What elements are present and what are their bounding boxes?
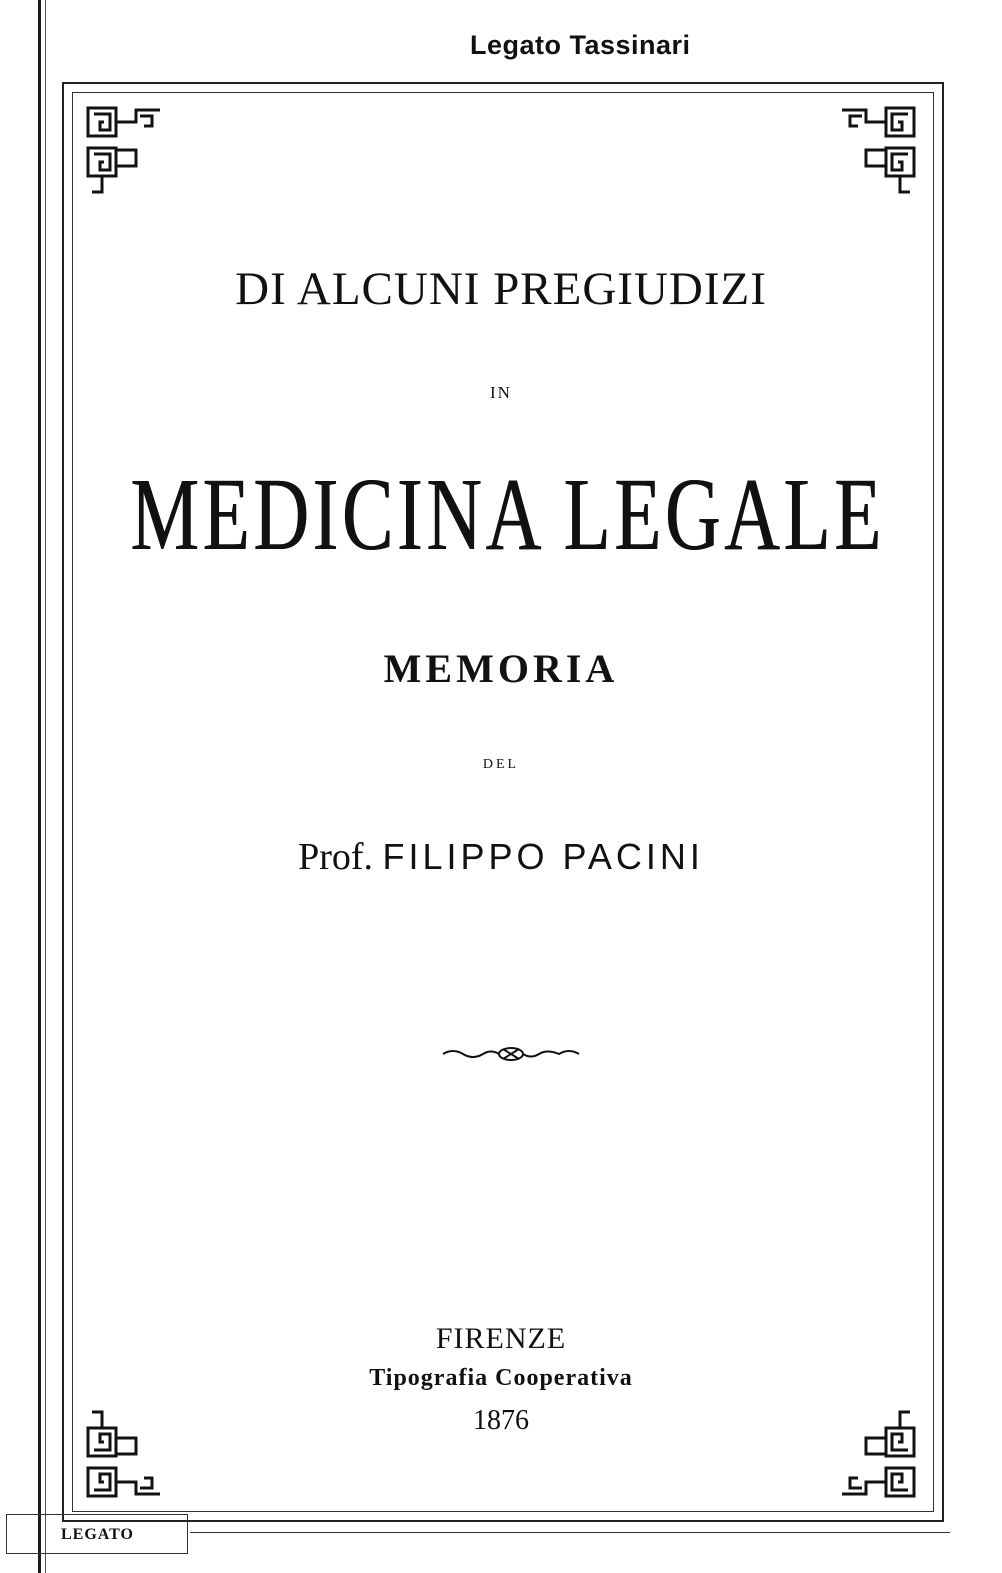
greek-key-corner-icon-top-right bbox=[812, 98, 922, 208]
legato-stamp-top: Legato Tassinari bbox=[470, 30, 691, 60]
scroll-flourish-icon bbox=[441, 1043, 581, 1065]
title-connector: IN bbox=[490, 383, 512, 402]
author-name: FILIPPO PACINI bbox=[382, 836, 704, 877]
bottom-rule bbox=[190, 1532, 950, 1533]
author-prefix: Prof. bbox=[298, 836, 374, 878]
imprint-city: FIRENZE bbox=[435, 1322, 567, 1355]
greek-key-corner-icon-top-left bbox=[80, 98, 190, 208]
author-preposition: DEL bbox=[482, 757, 520, 772]
imprint-printer: Tipografia Cooperativa bbox=[369, 1365, 633, 1391]
author-line bbox=[0, 835, 1002, 879]
genre-heading: MEMORIA bbox=[383, 646, 619, 691]
legato-label: LEGATO bbox=[6, 1514, 188, 1554]
title-line-2: MEDICINA LEGALE bbox=[130, 457, 885, 572]
imprint-year: 1876 bbox=[473, 1405, 529, 1436]
title-line-1: DI ALCUNI PREGIUDIZI bbox=[235, 263, 767, 315]
